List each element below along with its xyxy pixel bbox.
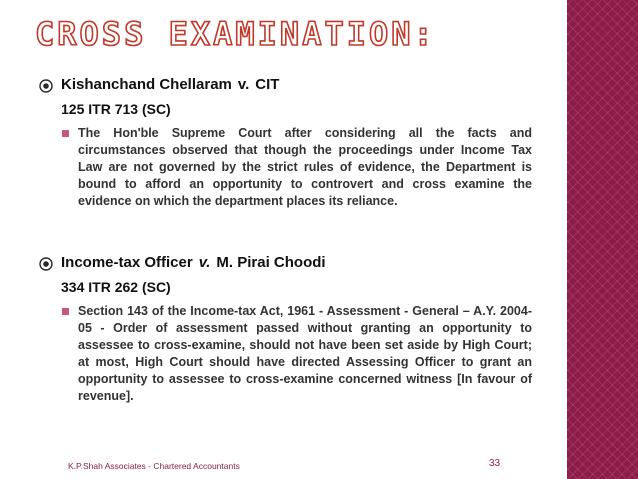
case-point xyxy=(78,125,532,210)
case-citation: 125 ITR 713 (SC) xyxy=(61,101,171,117)
case-block-1 xyxy=(39,75,532,210)
party-one: Kishanchand Chellaram xyxy=(61,76,232,93)
case-heading xyxy=(39,253,532,273)
target-bullet-icon xyxy=(39,257,53,271)
target-bullet-icon xyxy=(39,79,53,93)
party-two: CIT xyxy=(255,76,280,93)
versus-label: v. xyxy=(198,254,211,271)
case-point-text: Section 143 of the Income-tax Act, 1961 - Assessment - General – A.Y. 2004-05 - Order of assessment passed without granting an opportunity to assessee to cross-examine, should not have been set aside by High Court; at most, High Court should have directed Assessing Officer to grant an opportunity to assessee to cross-examine concerned witness [In favour of revenue]. xyxy=(78,304,532,403)
versus-label: v. xyxy=(237,76,250,93)
case-point-text: The Hon'ble Supreme Court after considering all the facts and circumstances observed that though the proceedings under Income Tax Law are not governed by the strict rules of evidence, the Department is bound to afford an opportunity to controvert and cross examine the evidence on which the department places its reliance. xyxy=(78,126,532,208)
square-bullet-icon xyxy=(62,308,69,315)
case-title xyxy=(61,75,532,95)
case-title xyxy=(61,253,532,273)
case-heading xyxy=(39,75,532,95)
page-number: 33 xyxy=(489,458,501,469)
slide-title: CROSS EXAMINATION: xyxy=(35,15,436,53)
case-point xyxy=(78,303,532,405)
footer-firm-name: K.P.Shah Associates - Chartered Accountants xyxy=(68,461,240,471)
case-citation: 334 ITR 262 (SC) xyxy=(61,279,171,295)
party-two: M. Pirai Choodi xyxy=(216,254,326,271)
party-one: Income-tax Officer xyxy=(61,254,193,271)
square-bullet-icon xyxy=(62,130,69,137)
case-block-2 xyxy=(39,253,532,405)
decorative-side-stripe xyxy=(567,0,638,479)
